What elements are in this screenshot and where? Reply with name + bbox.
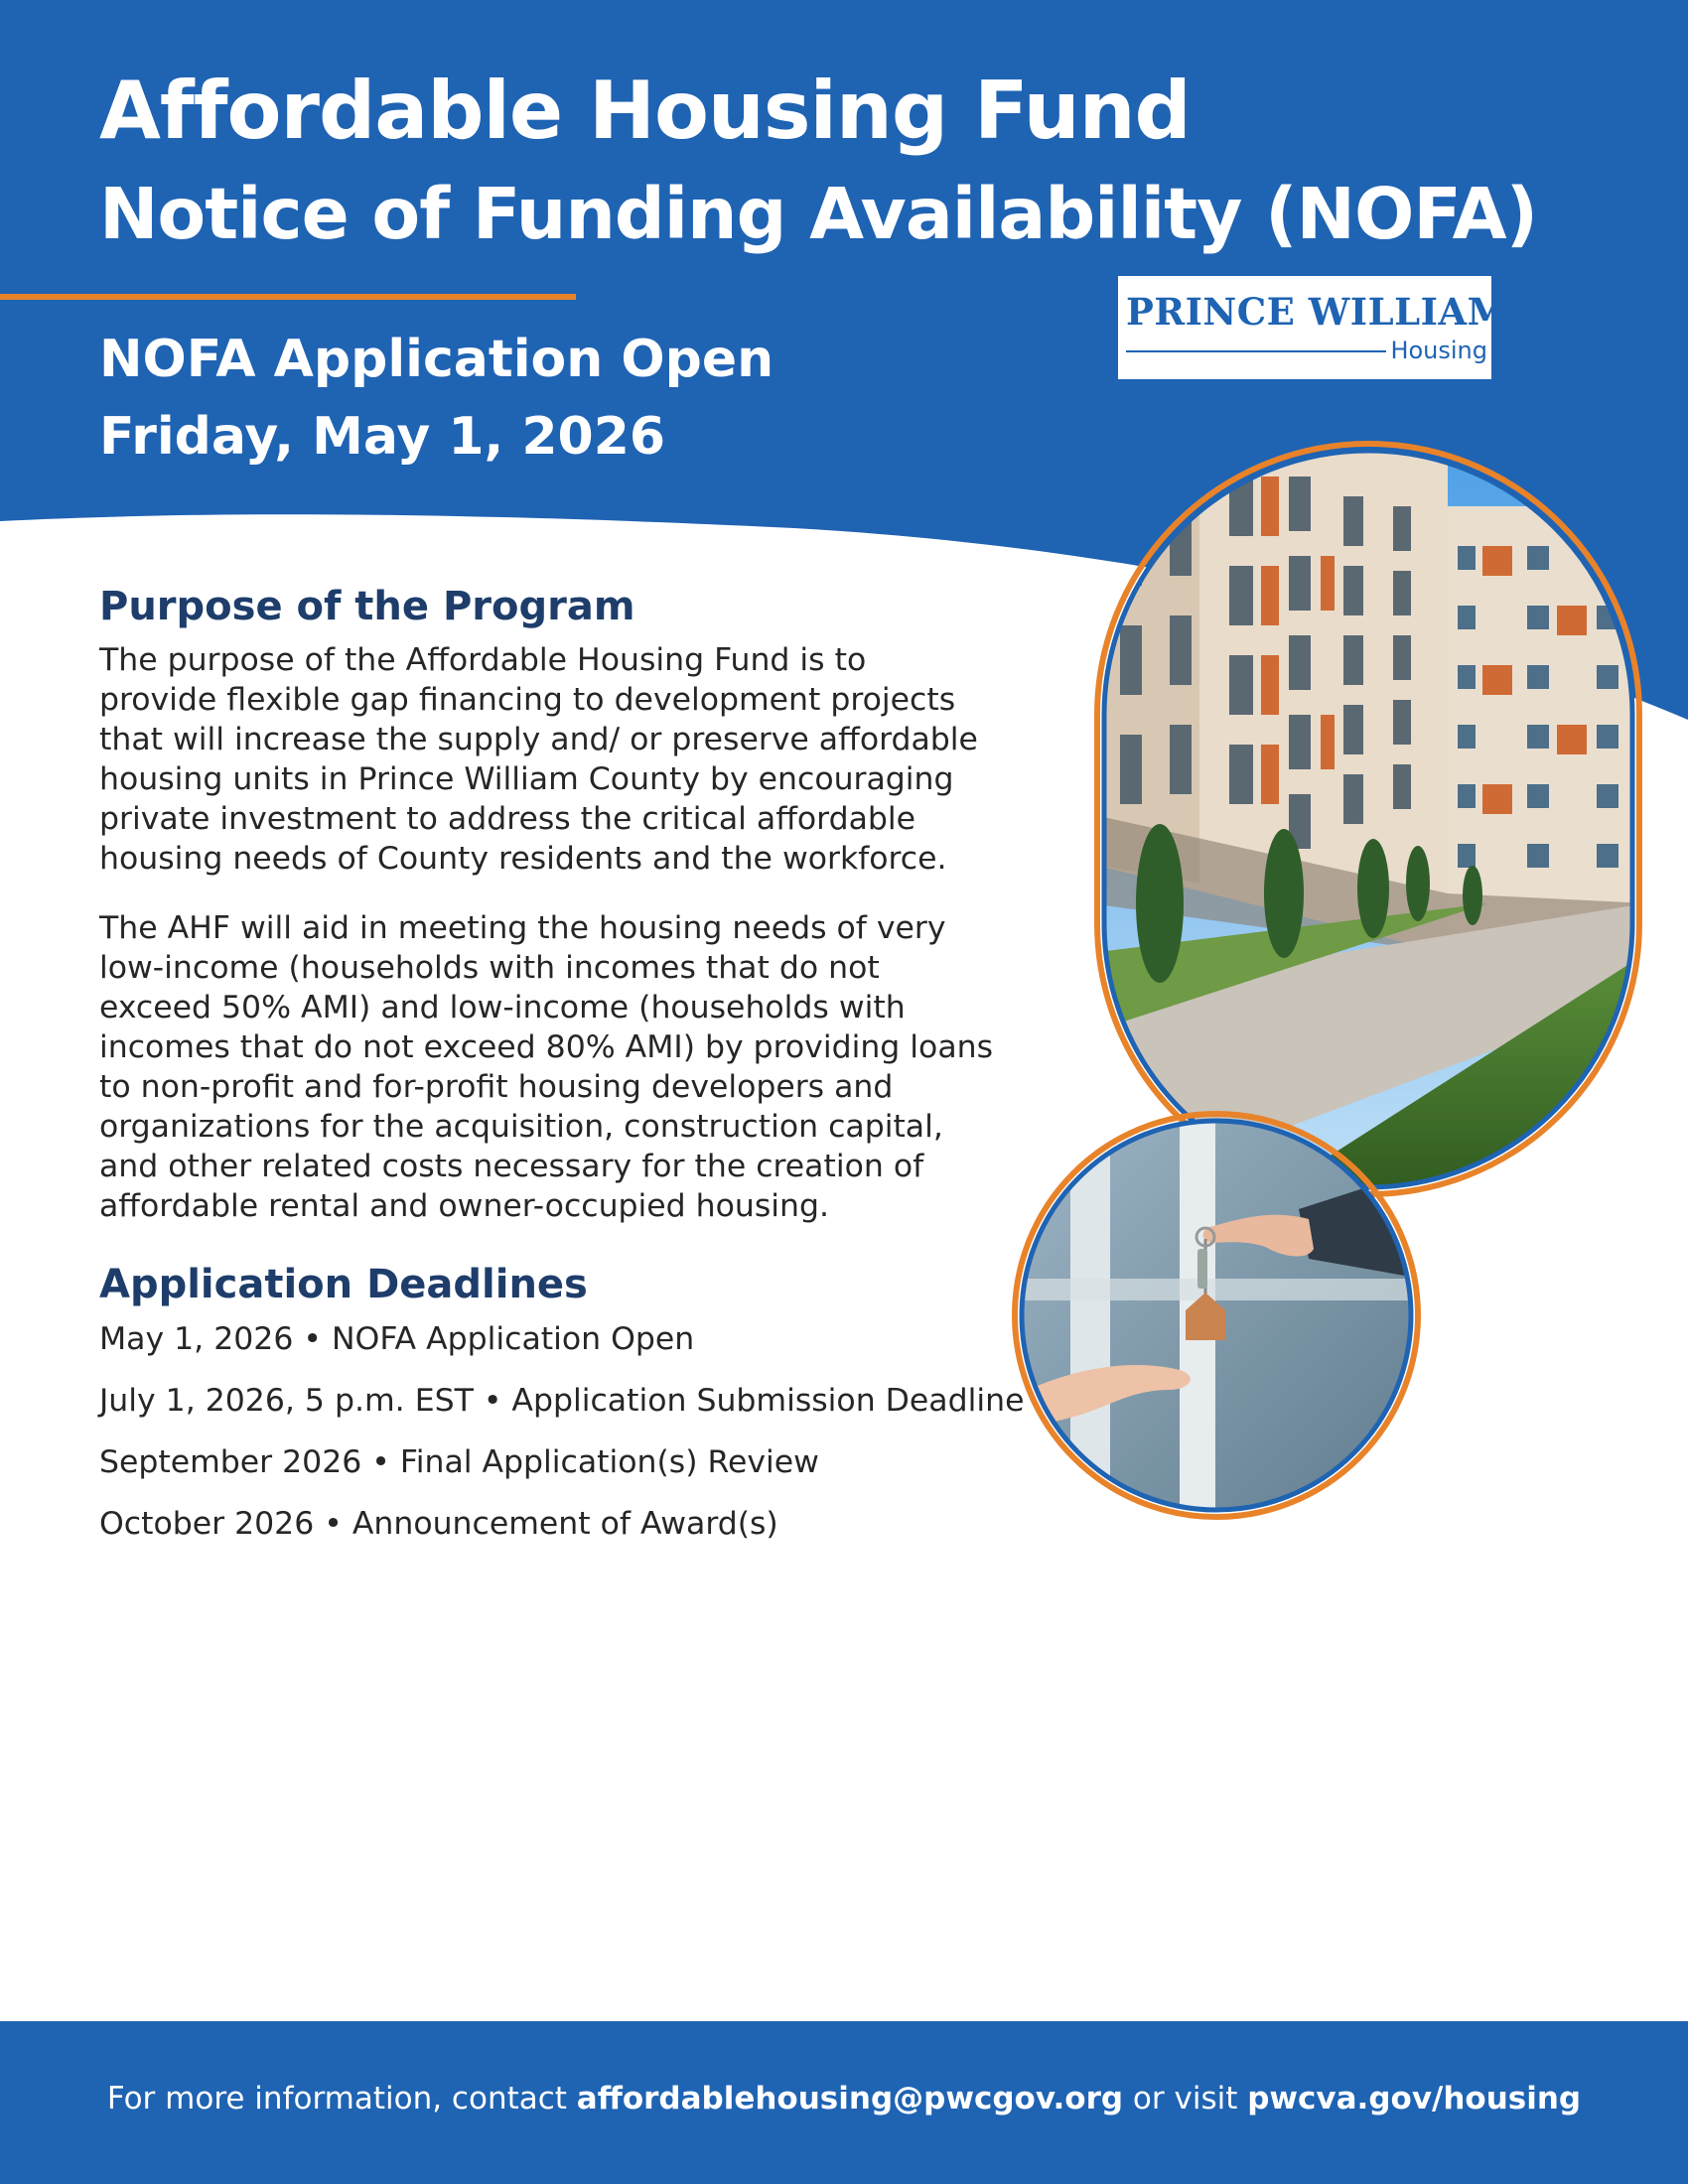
- logo-rule: [1126, 350, 1386, 352]
- logo-subtext: Housing: [1390, 337, 1487, 364]
- footer-prefix: For more information, contact: [106, 2081, 577, 2116]
- purpose-heading: Purpose of the Program: [99, 584, 635, 629]
- orange-divider: [0, 294, 576, 300]
- page-title: Affordable Housing Fund: [99, 65, 1191, 157]
- application-open-date: Friday, May 1, 2026: [99, 407, 666, 467]
- footer-contact: [0, 2081, 1688, 2116]
- logo-name: PRINCE WILLIAM: [1126, 290, 1509, 334]
- contact-email-link[interactable]: affordablehousing@pwcgov.org: [576, 2081, 1124, 2116]
- deadline-item: July 1, 2026, 5 p.m. EST • Application Submission Deadline: [99, 1383, 1025, 1419]
- deadlines-heading: Application Deadlines: [99, 1262, 588, 1307]
- deadline-item: October 2026 • Announcement of Award(s): [99, 1506, 778, 1542]
- house-keys-handover-photo: [1011, 1110, 1422, 1521]
- website-link[interactable]: pwcva.gov/housing: [1247, 2081, 1582, 2116]
- application-open-label: NOFA Application Open: [99, 330, 774, 389]
- deadline-item: May 1, 2026 • NOFA Application Open: [99, 1321, 695, 1357]
- footer-middle: or visit: [1123, 2081, 1248, 2116]
- prince-william-housing-logo: [1118, 276, 1509, 379]
- purpose-paragraph-1: The purpose of the Affordable Housing Fund is to provide flexible gap financing to development projects that will increase the supply and/ or preserve affordable housing units in Prince William County by encouraging private investment to address the critical affordable housing needs of County residents and the workforce.: [99, 642, 978, 877]
- page-subtitle: Notice of Funding Availability (NOFA): [99, 173, 1538, 255]
- apartment-building-photo: [1090, 437, 1646, 1201]
- deadline-item: September 2026 • Final Application(s) Review: [99, 1444, 819, 1480]
- purpose-paragraph-2: The AHF will aid in meeting the housing needs of very low-income (households with incomes that do not exceed 50% AMI) and low-income (households with incomes that do not exceed 80% AMI) by providing loans to non-profit and for-profit housing developers and organizations for the acquisition, construction capital, and other related costs necessary for the creation of affordable rental and owner-occupied housing.: [99, 910, 993, 1224]
